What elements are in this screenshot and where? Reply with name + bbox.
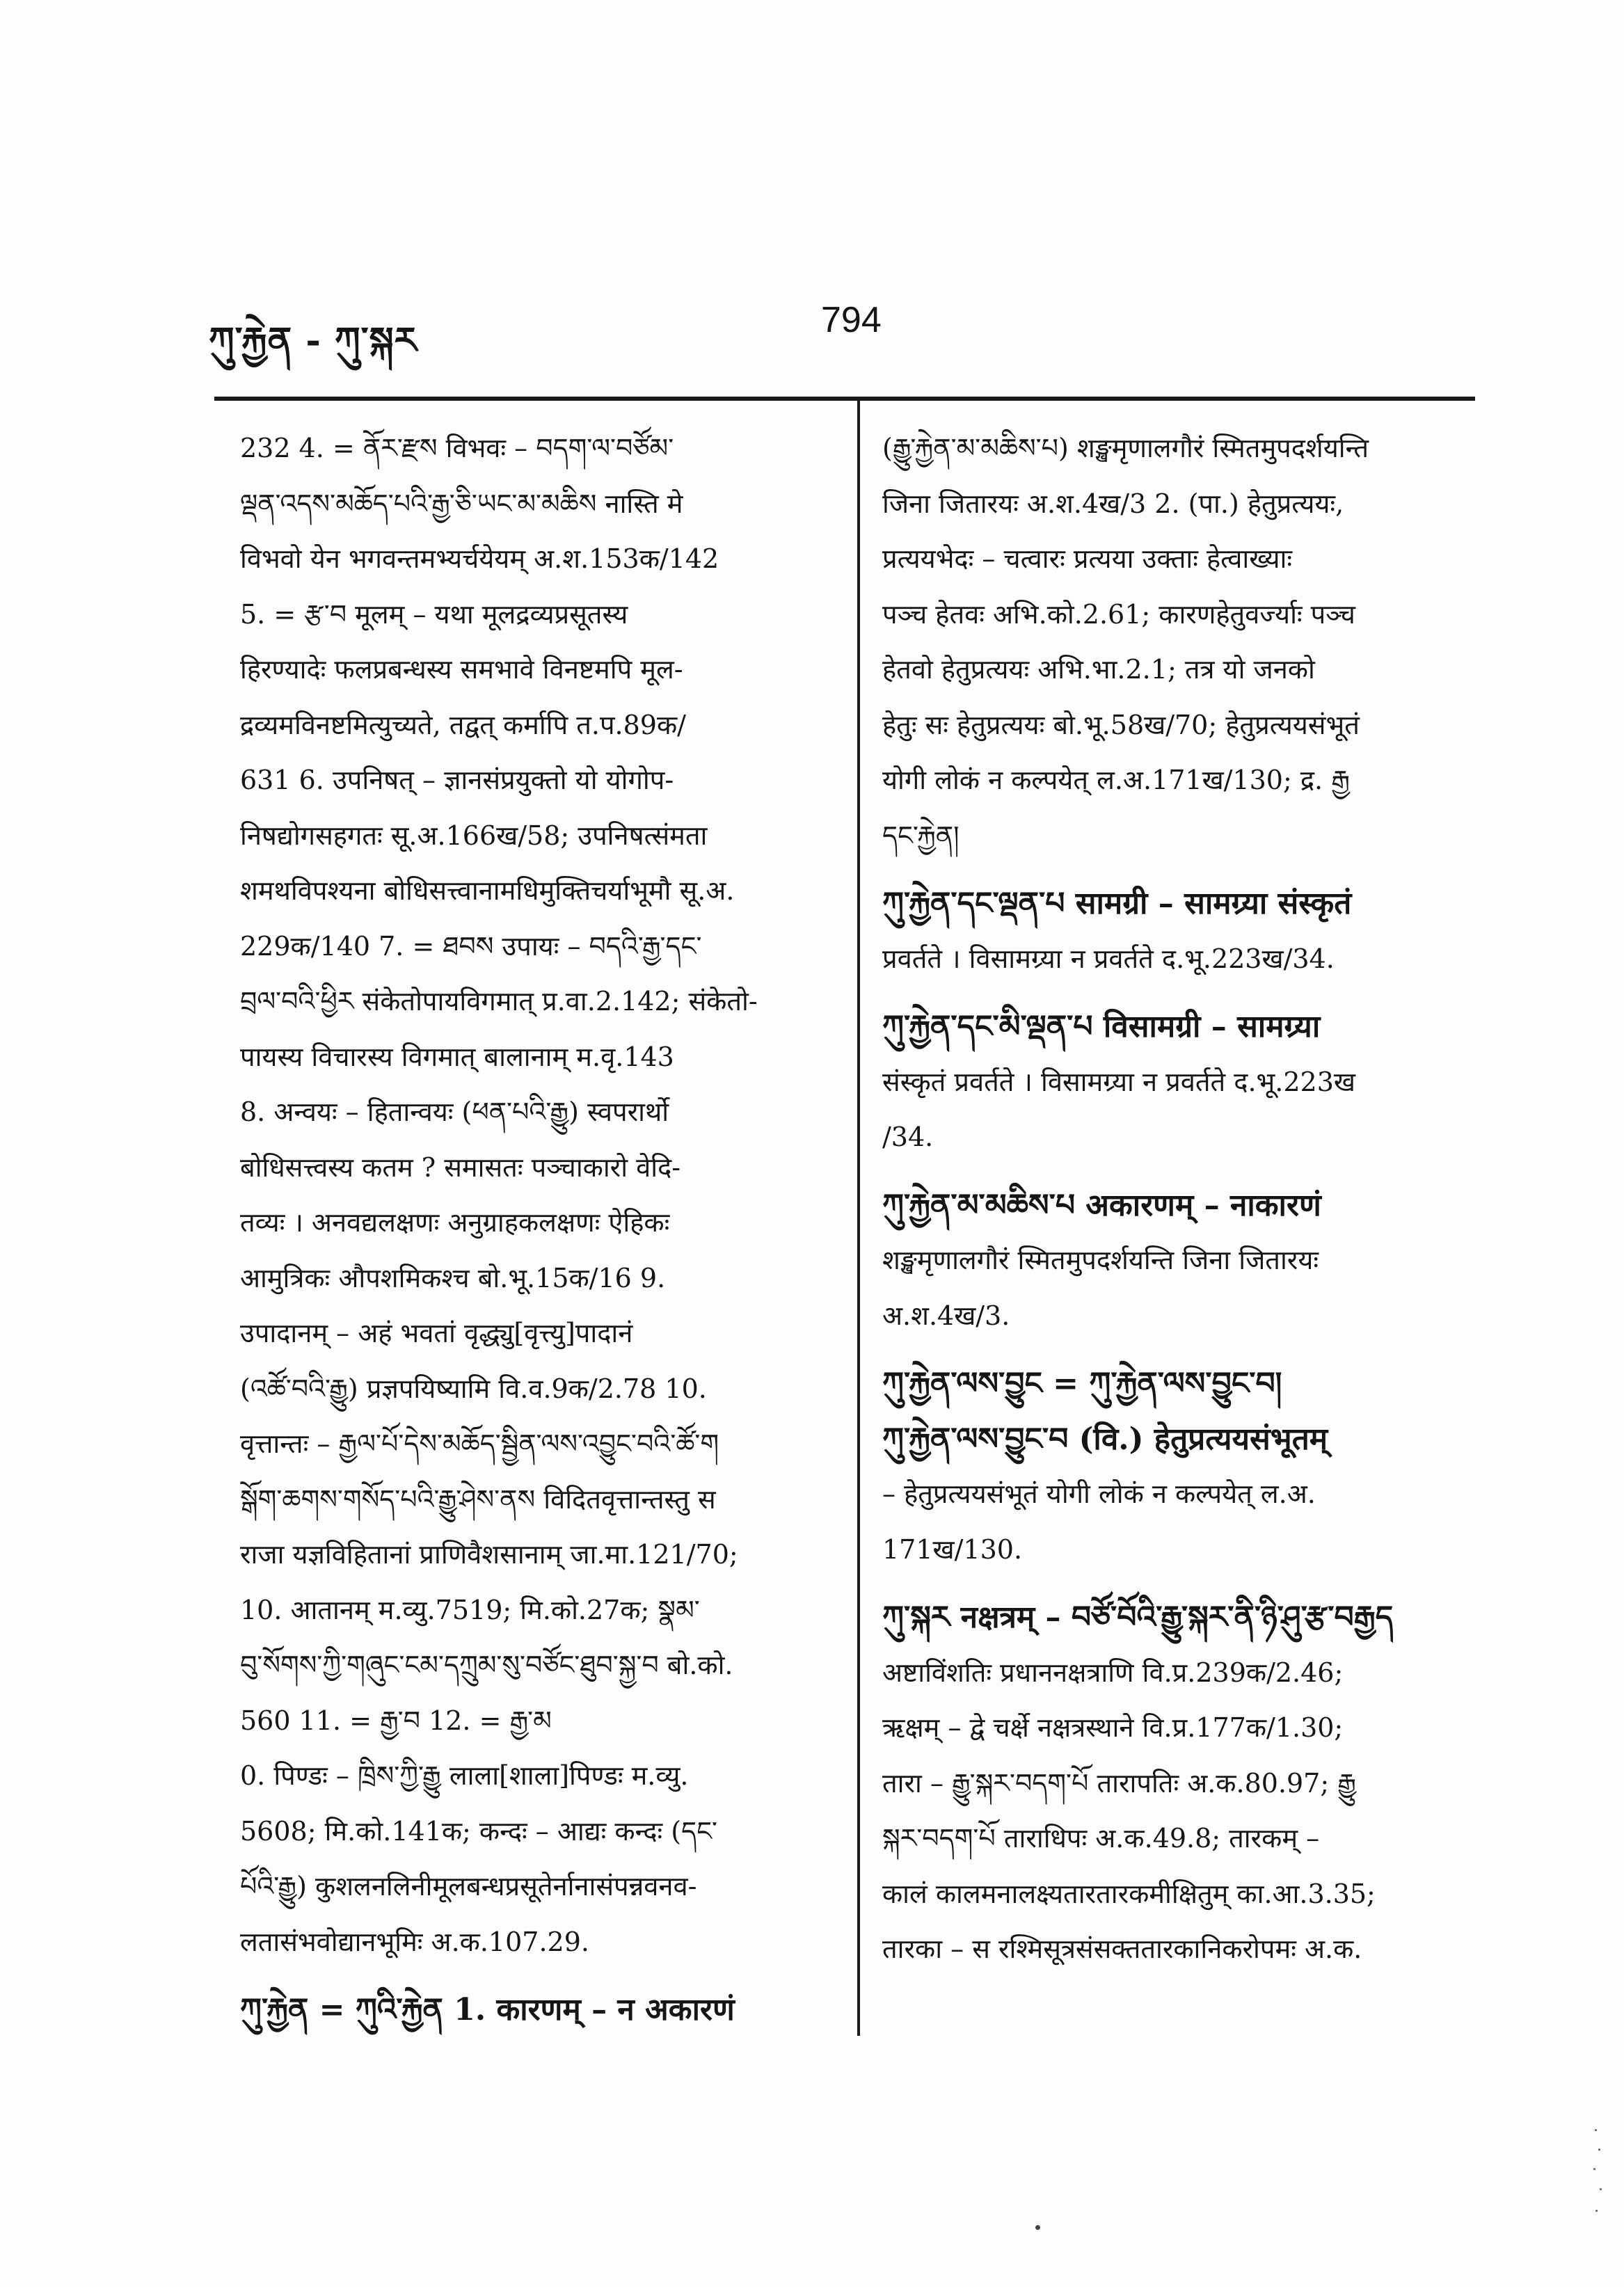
- entry-headword-line: ཀུ་རྐྱེན་ལས་བྱུང = ཀུ་རྐྱེན་ལས་བྱུང་བ།: [882, 1366, 1282, 1401]
- text-line: प्रवर्तते । विसामग्र्या न प्रवर्तते द.भू.223ख/34.: [882, 943, 1335, 974]
- text-line: हेतुः सः हेतुप्रत्ययः बो.भू.58ख/70; हेतुप्रत्ययसंभूतं: [882, 709, 1360, 740]
- scan-specks: [1592, 2122, 1605, 2233]
- text-line: བུ་སོགས་ཀྱི་གཞུང་ངམ་དཀྲུམ་སུ་བཙོང་ཐུབ་སྐྱ་བ बो.को.: [240, 1650, 733, 1680]
- column-rule: [857, 401, 860, 2036]
- text-line: ལྡན་འདས་མཆོད་པའི་རྒྱ་ཅི་ཡང་མ་མཆིས नास्ति मे: [240, 488, 683, 519]
- entry-headword-line: ཀུ་རྐྱེན་དང་མི་ལྡན་པ विसामग्री – सामग्र्या: [882, 1009, 1321, 1044]
- text-line: ऋक्षम् – द्वे चर्क्षे नक्षत्रस्थाने वि.प्र.177क/1.30;: [882, 1712, 1344, 1743]
- entry-headword-line: ཀུ་རྐྱེན་ལས་བྱུང་བ (वि.) हेतुप्रत्ययसंभूतम्: [882, 1421, 1328, 1457]
- text-line: आमुत्रिकः औपशमिकश्च बो.भू.15क/16 9.: [240, 1262, 666, 1293]
- text-line: བྲལ་བའི་ཕྱིར संकेतोपायविगमात् प्र.वा.2.142; संकेतो-: [240, 986, 758, 1017]
- left-column: [240, 421, 811, 2038]
- entry-headword-line: ཀུ་རྐྱེན = ཀུའི་རྐྱེན 1. कारणम् – न अकारणं: [240, 1992, 735, 2027]
- text-line: निषद्योगसहगतः सू.अ.166ख/58; उपनिषत्संमता: [240, 820, 708, 851]
- text-line: अ.श.4ख/3.: [882, 1300, 1010, 1331]
- text-line: हिरण्यादेः फलप्रबन्धस्य समभावे विनष्टमपि मूल-: [240, 654, 683, 685]
- text-line: तव्यः । अनवद्यलक्षणः अनुग्राहकलक्षणः ऐहिकः: [240, 1207, 670, 1238]
- text-line: कालं कालमनालक्ष्यतारतारकमीक्षितुम् का.आ.3.35;: [882, 1878, 1376, 1909]
- entry-headword-line: ཀུ་རྐྱེན་དང་ལྡན་པ सामग्री – सामग्र्या संस्कृतं: [882, 886, 1352, 921]
- text-line: लतासंभवोद्यानभूमिः अ.क.107.29.: [240, 1926, 589, 1957]
- text-line: 560 11. = རྒྱ་བ 12. = རྒྱ་མ: [240, 1705, 552, 1736]
- text-line: པོའི་རྒྱུ) कुशलनलिनीमूलबन्धप्रसूतेर्नानासंपन्नवनव-: [240, 1871, 697, 1902]
- spacer: [882, 1577, 1475, 1590]
- text-line: हेतवो हेतुप्रत्ययः अभि.भा.2.1; तत्र यो जनको: [882, 654, 1315, 685]
- text-line: विभवो येन भगवन्तमभ्यर्चयेयम् अ.श.153क/142: [240, 543, 719, 574]
- text-line: वृत्तान्तः – རྒྱལ་པོ་དེས་མཆོད་སྦྱིན་ལས་འབྱུང་བའི་ཚོ་ག: [240, 1428, 719, 1459]
- text-line: बोधिसत्त्वस्य कतम ? समासतः पञ्चाकारो वेदि-: [240, 1152, 681, 1183]
- text-line: द्रव्यमविनष्टमित्युच्यते, तद्वत् कर्मापि त.प.89क/: [240, 709, 686, 740]
- text-line: 171ख/130.: [882, 1533, 1023, 1565]
- running-head: ཀུ་རྐྱེན - ཀུ་སྐར: [209, 319, 418, 362]
- top-rule: [214, 397, 1475, 401]
- text-line: पञ्च हेतवः अभि.को.2.61; कारणहेतुवर्ज्याः पञ्च: [882, 598, 1355, 630]
- text-line: तारा – རྒྱུ་སྐར་བདག་པོ तारापतिः अ.क.80.97; རྒྱུ: [882, 1767, 1356, 1799]
- spacer: [882, 863, 1475, 876]
- spacer: [882, 987, 1475, 999]
- text-line: पायस्य विचारस्य विगमात् बालानाम् म.वृ.143: [240, 1041, 674, 1072]
- text-line: 10. आतानम् म.व्यु.7519; मि.को.27क; སྣམ་: [240, 1594, 700, 1625]
- text-line: संस्कृतं प्रवर्तते । विसामग्र्या न प्रवर्तते द.भू.223ख: [882, 1066, 1355, 1097]
- text-line: 5608; मि.को.141क; कन्दः – आद्यः कन्दः (དང་: [240, 1815, 717, 1847]
- text-line: शङ्खमृणालगौरं स्मितमुपदर्शयन्ति जिना जितारयः: [882, 1245, 1319, 1275]
- text-line: 5. = རྩ་བ मूलम् – यथा मूलद्रव्यप्रसूतस्य: [240, 598, 628, 630]
- text-line: 232 4. = ནོར་རྫས विभवः – བདག་ལ་བཙོམ་: [240, 433, 674, 463]
- page-number: 794: [821, 300, 882, 340]
- text-line: अष्टाविंशतिः प्रधाननक्षत्राणि वि.प्र.239क/2.46;: [882, 1657, 1344, 1688]
- entry-headword-line: ཀུ་སྐར नक्षत्रम् – བཙོ་བོའི་རྒྱུ་སྐར་ནི་ཉི་ཤུ་རྩ་བརྒྱད: [882, 1600, 1394, 1635]
- spacer: [240, 1970, 811, 1982]
- text-line: उपादानम् – अहं भवतां वृद्ध्यु[वृत्त्यु]पादानं: [240, 1318, 633, 1348]
- spacer: [882, 1165, 1475, 1178]
- text-line: जिना जितारयः अ.श.4ख/3 2. (पा.) हेतुप्रत्ययः,: [882, 488, 1344, 519]
- text-line: 631 6. उपनिषत् – ज्ञानसंप्रयुक्तो यो योगोप-: [240, 765, 674, 795]
- text-line: प्रत्ययभेदः – चत्वारः प्रत्यया उक्ताः हेत्वाख्याः: [882, 543, 1293, 574]
- text-line: སྒོག་ཆགས་གསོད་པའི་རྒྱུ་ཤེས་ནས विदितवृत्तान्तस्तु स: [240, 1483, 716, 1515]
- text-line: शमथविपश्यना बोधिसत्त्वानामधिमुक्तिचर्याभूमौ सू.अ.: [240, 875, 735, 906]
- scan-dot: [1035, 2225, 1040, 2230]
- entry-headword-line: ཀུ་རྐྱེན་མ་མཆིས་པ अकारणम् – नाकारणं: [882, 1187, 1321, 1223]
- right-column: [882, 421, 1475, 1977]
- text-line: 8. अन्वयः – हितान्वयः (ཕན་པའི་རྒྱུ) स्वपरार्थो: [240, 1097, 669, 1127]
- text-line: (འཚོ་བའི་རྒྱུ) प्रज्ञपयिष्यामि वि.व.9क/2.78 10.: [240, 1373, 707, 1404]
- text-line: 229क/140 7. = ཐབས उपायः – བདའི་རྒྱ་དང་: [240, 930, 702, 962]
- text-line: དང་རྐྱེན།: [882, 820, 960, 851]
- text-line: སྐར་བདག་པོ ताराधिपः अ.क.49.8; तारकम् –: [882, 1823, 1320, 1854]
- text-line: (རྒྱུ་རྐྱེན་མ་མཆིས་པ) शङ्खमृणालगौरं स्मितमुपदर्शयन्ति: [882, 433, 1369, 463]
- text-line: राजा यज्ञविहितानां प्राणिवैशसानाम् जा.मा.121/70;: [240, 1539, 738, 1570]
- text-line: योगी लोकं न कल्पयेत् ल.अ.171ख/130; द्र. རྒྱ: [882, 765, 1350, 795]
- text-line: तारका – स रश्मिसूत्रसंसक्ततारकानिकरोपमः अ.क.: [882, 1934, 1362, 1964]
- text-line: – हेतुप्रत्ययसंभूतं योगी लोकं न कल्पयेत् ल.अ.: [882, 1479, 1316, 1509]
- text-line: /34.: [882, 1122, 934, 1152]
- text-line: 0. पिण्डः – ཁྲིས་ཀྱི་རྒྱུ लाला[शाला]पिण्डः म.व्यु.: [240, 1760, 689, 1791]
- spacer: [882, 1344, 1475, 1356]
